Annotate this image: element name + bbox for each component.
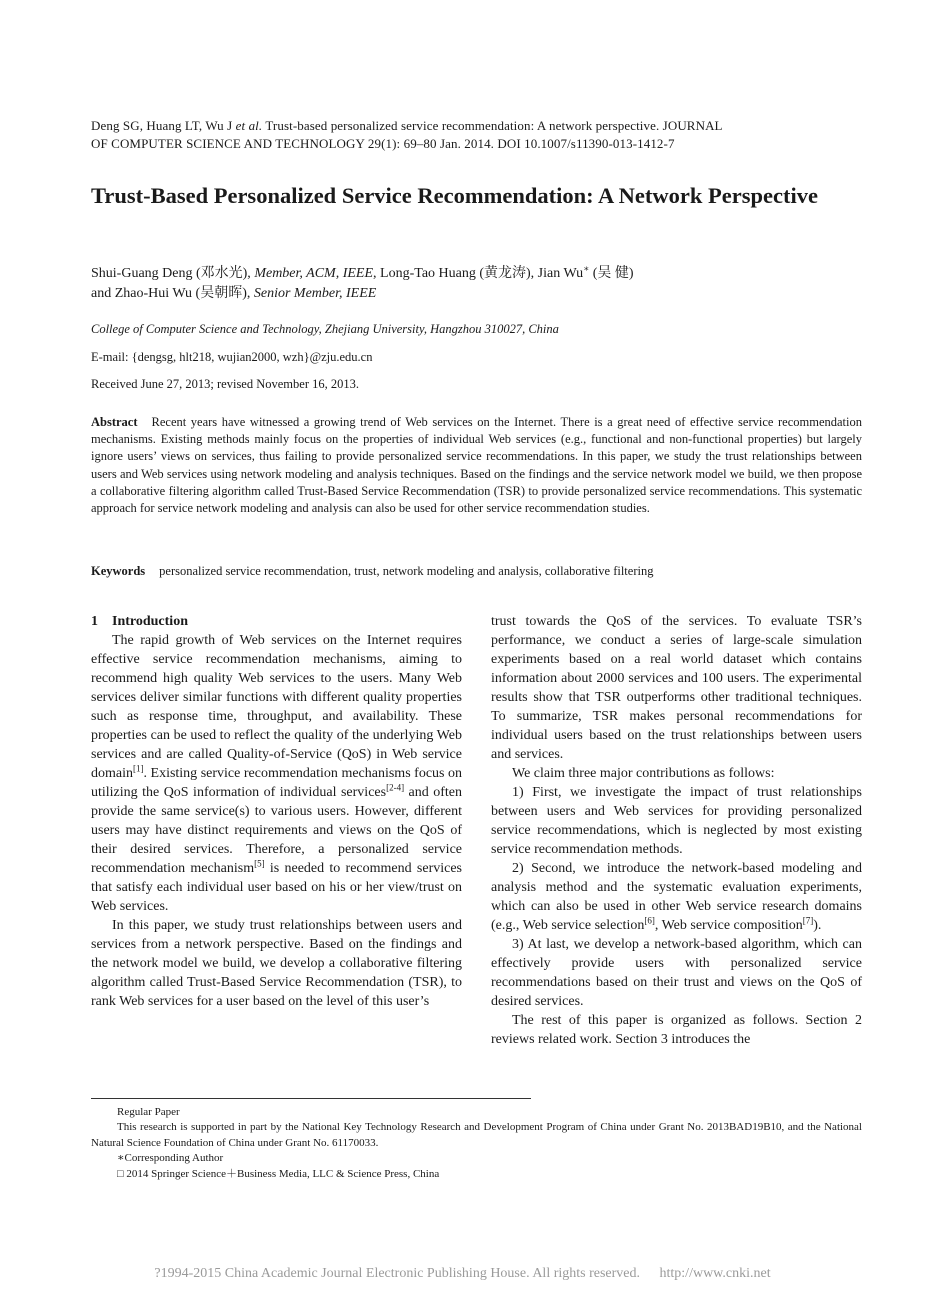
- right-column: [491, 612, 862, 1049]
- keywords-text: personalized service recommendation, trust, network modeling and analysis, collaborative filtering: [159, 564, 654, 578]
- author-2b: (吴 健): [589, 266, 634, 281]
- paragraph-text: . Existing service recommendation mechanisms focus on utilizing the QoS information of individual services: [91, 766, 462, 800]
- abstract-text: Recent years have witnessed a growing trend of Web services on the Internet. There is a great need of effective service recommendation mechanisms. Existing methods mainly focus on the properties of individual Web services (e.g., functional and non-functional properties) but largely ignore users’ views on services, thus failing to provide personalized service recommendations. In this paper, we study the trust relationships between users and Web services using network modeling and analysis techniques. Based on the findings and the service network model we build, we then propose a collaborative filtering algorithm called Trust-Based Service Recommendation (TSR) to provide personalized service recommendations. This systematic approach for service network modeling and analysis can also be used for other service recommendation studies.: [91, 415, 862, 516]
- paragraph: The rest of this paper is organized as follows. Section 2 reviews related work. Section 3 introduces the: [491, 1013, 862, 1047]
- footnotes: [91, 1105, 862, 1182]
- footnote-paper-type: Regular Paper: [117, 1106, 180, 1118]
- reference[interactable]: [2-4]: [386, 782, 405, 793]
- keywords-block: [91, 564, 862, 579]
- paragraph: In this paper, we study trust relationships between users and services from a network perspective. Based on the findings and the network model we build, we develop a collaborative filtering algorithm called Trust-Based Service Recommendation (TSR), to rank Web services for a user based on the level of this user’s: [91, 918, 462, 1009]
- reference[interactable]: [6]: [644, 915, 655, 926]
- left-column: [91, 612, 462, 1011]
- paragraph: trust towards the QoS of the services. To evaluate TSR’s performance, we conduct a series of large-scale simulation experiments based on a real world dataset which contains information about 2000 services and 100 users. The experimental results show that TSR outperforms other traditional techniques. To summarize, TSR makes personal recommendations for individual users based on the trust relationships between users and services.: [491, 614, 862, 762]
- citation-line1b: Trust-based personalized service recommendation: A network perspective. JOURNAL: [262, 118, 723, 133]
- reference[interactable]: [7]: [802, 915, 814, 926]
- keywords-label: Keywords: [91, 564, 146, 578]
- paragraph-text: is needed to recommend services that satisfy each individual user based on his or her view/trust on Web services.: [91, 861, 462, 914]
- received-date: Received June 27, 2013; revised November 16, 2013.: [91, 377, 359, 391]
- footnote-rule: [91, 1098, 531, 1099]
- paragraph-text: ).: [813, 918, 822, 933]
- section-number: 1: [91, 614, 98, 629]
- paragraph-text: The rapid growth of Web services on the Internet requires effective service recommendation mechanisms, aiming to recommend high quality Web services to the users. Many Web services deliver similar functions with different quality properties such as response time, throughput, and availability. These properties can be used to reflect the quality of the underlying Web services and are called Quality-of-Service (QoS) in Web service domain: [91, 633, 462, 781]
- paragraph: [91, 631, 462, 916]
- corresponding-mark: ∗: [583, 263, 590, 274]
- watermark-copyright: ?1994-2015 China Academic Journal Electronic Publishing House. All rights reserved.: [154, 1266, 641, 1281]
- paragraph-text: and often provide the same service(s) to various users. However, different users may have distinct requirements and views on the QoS of their desired services. Therefore, a personalized service recommendation mechanism: [91, 785, 462, 876]
- paragraph: 1) First, we investigate the impact of trust relationships between users and Web services for providing personalized service recommendations, which is neglected by most existing service recommendation methods.: [491, 785, 862, 857]
- section-title: Introduction: [112, 614, 188, 629]
- author-3-role: Senior Member, IEEE: [253, 286, 377, 301]
- citation-line1: Deng SG, Huang LT, Wu J: [91, 118, 236, 133]
- paper-title: Trust-Based Personalized Service Recommendation: A Network Perspective: [91, 183, 818, 208]
- cnki-watermark: [10, 1266, 915, 1282]
- paragraph: [491, 859, 862, 935]
- abstract-label: Abstract: [91, 415, 138, 429]
- paragraph-text: 2) Second, we introduce the network-based modeling and analysis method and the systematic evaluation experiments, which can also be used in other Web service research domains (e.g., Web service selection: [491, 861, 862, 933]
- footnote-copyright: □ 2014 Springer Science＋Business Media, LLC & Science Press, China: [117, 1167, 440, 1180]
- reference[interactable]: [1]: [133, 763, 144, 774]
- reference[interactable]: [5]: [254, 858, 265, 869]
- abstract-block: [91, 414, 862, 517]
- watermark-url[interactable]: http://www.cnki.net: [659, 1266, 771, 1281]
- citation-header: [91, 117, 862, 153]
- affiliation: College of Computer Science and Technology, Zhejiang University, Hangzhou 310027, China: [91, 322, 559, 336]
- section-heading: [91, 612, 462, 631]
- footnote-corresponding: ∗Corresponding Author: [117, 1152, 224, 1165]
- author-list: [91, 264, 862, 304]
- citation-etal: et al.: [235, 118, 263, 133]
- author-1-role: Member, ACM, IEEE: [254, 266, 374, 281]
- citation-line2: OF COMPUTER SCIENCE AND TECHNOLOGY 29(1): 69–80 Jan. 2014. DOI 10.1007/s11390-013-1412-7: [91, 136, 675, 151]
- footnote-funding: This research is supported in part by the National Key Technology Research and Development Program of China under Grant No. 2013BAD19B10, and the National Natural Science Foundation of China under Grant No. 61170033.: [91, 1121, 862, 1149]
- author-3: and Zhao-Hui Wu (吴朝晖),: [91, 286, 254, 301]
- paragraph: 3) At last, we develop a network-based algorithm, which can effectively provide users with personalized service recommendations based on their trust and views on the QoS of desired services.: [491, 937, 862, 1009]
- author-2: , Long-Tao Huang (黄龙涛), Jian Wu: [373, 266, 584, 281]
- paragraph-text: , Web service composition: [654, 918, 803, 933]
- author-1: Shui-Guang Deng (邓水光),: [91, 266, 255, 281]
- paragraph: We claim three major contributions as follows:: [512, 766, 775, 781]
- email-line: E-mail: {dengsg, hlt218, wujian2000, wzh}@zju.edu.cn: [91, 350, 373, 364]
